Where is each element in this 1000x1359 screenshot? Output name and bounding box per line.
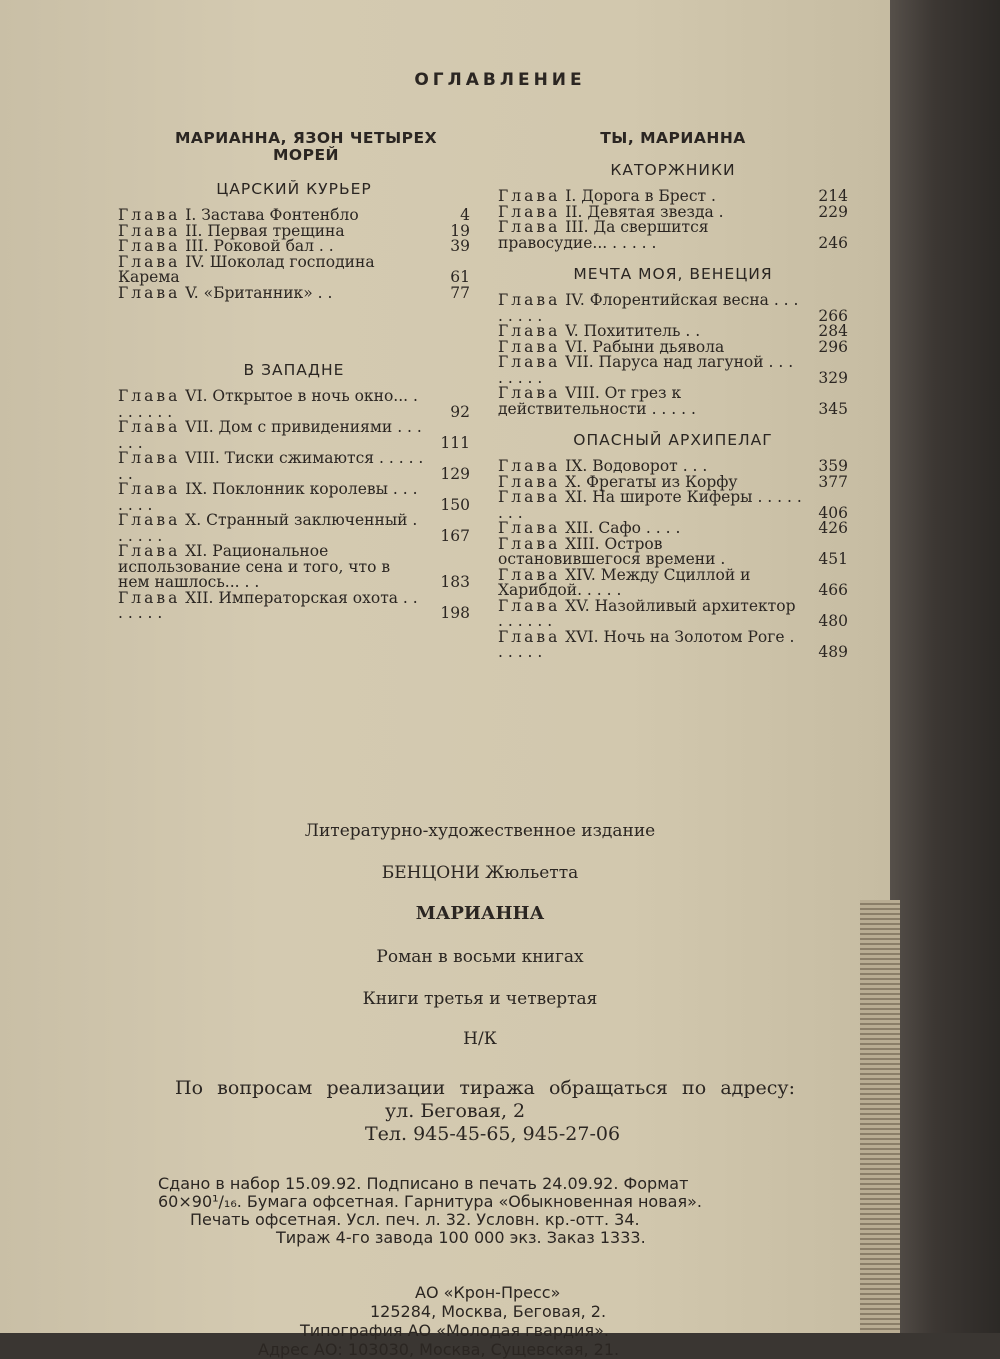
toc-entry	[498, 565, 848, 599]
page-number: 329	[818, 368, 848, 387]
toc-entry-text	[118, 451, 424, 482]
chapter-title: I. Застава Фонтенбло	[185, 206, 359, 224]
page-number: 246	[818, 233, 848, 252]
chapter-title: X. Фрегаты из Корфу	[565, 472, 738, 491]
toc-entry-text	[498, 565, 802, 599]
toc-entry-text	[498, 534, 802, 568]
page-number: 198	[440, 604, 470, 622]
page-number: 377	[818, 472, 848, 491]
toc-entry	[118, 252, 470, 286]
toc-entry	[118, 544, 470, 591]
chapter-prefix: Глава	[498, 627, 561, 646]
imprint-line: Тираж 4-го завода 100 000 экз. Заказ 1333.	[276, 1228, 646, 1247]
publisher-line: Типография АО «Молодая гвардия».	[300, 1321, 609, 1340]
toc-left-column	[118, 130, 470, 622]
toc-entry-text	[118, 544, 424, 591]
chapter-title: XI. Рациональное использование сена и того, что в нем нашлось... . .	[118, 542, 391, 591]
chapter-prefix: Глава	[118, 237, 181, 255]
chapter-title: IV. Шоколад господина Карема	[118, 252, 375, 286]
toc-entry	[118, 482, 470, 513]
chapter-prefix: Глава	[118, 387, 181, 405]
imprint-line: 60×90¹/₁₆. Бумага офсетная. Гарнитура «Обыкновенная новая».	[158, 1192, 702, 1211]
page-number: 406	[818, 503, 848, 522]
chapter-title: IX. Водоворот . . .	[565, 457, 708, 475]
page-number: 284	[818, 322, 848, 340]
chapter-prefix: Глава	[498, 291, 561, 309]
toc-entry	[498, 596, 848, 630]
chapter-title: V. Похититель . .	[565, 322, 701, 340]
toc-entry	[498, 490, 848, 521]
chapter-prefix: Глава	[118, 588, 181, 607]
imprint-block	[158, 1175, 818, 1247]
chapter-prefix: Глава	[498, 596, 561, 615]
toc-entry-text	[118, 482, 424, 513]
toc-entry-text	[498, 627, 802, 661]
publisher-line: 125284, Москва, Беговая, 2.	[370, 1302, 607, 1321]
book-volumes: Книги третья и четвертая	[362, 989, 598, 1009]
chapter-title: II. Девятая звезда .	[565, 202, 724, 221]
page-edge-shadow	[890, 0, 1000, 1333]
page-number: 129	[440, 464, 470, 483]
toc-entry-text	[118, 283, 424, 302]
publisher-line: Адрес АО: 103030, Москва, Сущевская, 21.	[258, 1340, 620, 1359]
chapter-prefix: Глава	[498, 187, 561, 205]
toc-entry	[118, 451, 470, 482]
chapter-prefix: Глава	[498, 565, 561, 584]
page-number: 92	[450, 402, 470, 421]
chapter-prefix: Глава	[118, 418, 181, 436]
book-title: МАРИАННА	[415, 903, 545, 924]
chapter-title: XIII. Остров остановившегося времени .	[498, 534, 726, 568]
toc-entry	[118, 389, 470, 420]
chapter-prefix: Глава	[118, 206, 181, 224]
page-number: 489	[818, 643, 848, 661]
toc-entry-text	[118, 420, 424, 451]
chapter-title: III. Роковой бал . .	[185, 237, 334, 255]
section-title: ЦАРСКИЙ КУРЬЕР	[216, 180, 372, 198]
address-line-1: По вопросам реализации тиража обращаться по адресу:	[175, 1077, 795, 1099]
chapter-prefix: Глава	[498, 472, 561, 491]
page-number: 214	[818, 187, 848, 205]
chapter-title: V. «Британник» . .	[185, 283, 333, 302]
page-number: 426	[818, 519, 848, 537]
chapter-prefix: Глава	[118, 221, 181, 240]
page-number: 61	[450, 268, 470, 286]
toc-entry-text	[498, 490, 802, 521]
publisher-line: АО «Крон-Пресс»	[415, 1283, 561, 1302]
toc-entry	[118, 420, 470, 451]
toc-entry	[118, 588, 470, 622]
chapter-prefix: Глава	[118, 511, 181, 529]
chapter-prefix: Глава	[498, 384, 561, 402]
chapter-prefix: Глава	[118, 480, 181, 498]
chapter-prefix: Глава	[498, 457, 561, 475]
toc-entry	[498, 355, 848, 386]
toc-entry	[118, 283, 470, 302]
book-subtitle: Роман в восьми книгах	[376, 947, 584, 967]
toc-right-column	[498, 130, 848, 661]
chapter-prefix: Глава	[498, 337, 561, 356]
chapter-prefix: Глава	[118, 252, 181, 271]
address-line-2: ул. Беговая, 2	[385, 1100, 526, 1122]
distribution-address	[175, 1077, 795, 1146]
page-number: 266	[818, 306, 848, 325]
edition-type: Литературно-художественное издание	[304, 821, 656, 841]
toc-entry	[498, 627, 848, 661]
page-number: 150	[440, 495, 470, 514]
section-spacer	[118, 301, 470, 347]
page-number: 19	[450, 221, 470, 240]
page-number: 39	[450, 237, 470, 255]
toc-heading: ОГЛАВЛЕНИЕ	[414, 70, 586, 90]
part-title-left: МАРИАННА, ЯЗОН ЧЕТЫРЕХ МОРЕЙ	[174, 129, 438, 164]
chapter-title: XIV. Между Сциллой и Харибдой. . . . .	[498, 565, 751, 599]
chapter-title: XI. На широте Киферы . . . . . . . .	[498, 488, 802, 522]
chapter-title: VI. Рабыни дьявола	[565, 337, 725, 356]
publisher-block	[0, 1283, 1000, 1359]
toc-entry	[498, 534, 848, 568]
toc-entry-text	[118, 389, 424, 420]
toc-entry	[498, 293, 848, 324]
chapter-prefix: Глава	[498, 218, 561, 236]
section-title: ОПАСНЫЙ АРХИПЕЛАГ	[573, 431, 773, 449]
section-title: КАТОРЖНИКИ	[610, 161, 736, 179]
section-title: МЕЧТА МОЯ, ВЕНЕЦИЯ	[573, 265, 773, 283]
page-number: 183	[440, 573, 470, 591]
chapter-title: VIII. От грез к действительности . . . . .	[498, 384, 696, 418]
publication-code: Н/К	[463, 1029, 497, 1049]
chapter-title: IV. Флорентийская весна . . . . . . . .	[498, 291, 799, 325]
toc-entry-text	[118, 588, 424, 622]
imprint-line: Печать офсетная. Усл. печ. л. 32. Условн. кр.-отт. 34.	[190, 1210, 640, 1229]
chapter-prefix: Глава	[498, 488, 561, 506]
chapter-title: XII. Императорская охота . . . . . . .	[118, 588, 418, 622]
toc-entry-text	[498, 293, 802, 324]
chapter-prefix: Глава	[498, 519, 561, 537]
chapter-prefix: Глава	[118, 283, 181, 302]
chapter-prefix: Глава	[118, 449, 181, 467]
toc-entry	[498, 386, 848, 417]
chapter-title: X. Странный заключенный . . . . . .	[118, 511, 418, 545]
chapter-title: III. Да свершится правосудие... . . . . .	[498, 218, 709, 252]
author: БЕНЦОНИ Жюльетта	[381, 863, 579, 883]
chapter-prefix: Глава	[498, 534, 561, 553]
toc-entry	[118, 513, 470, 544]
page-number: 480	[818, 612, 848, 630]
chapter-title: IX. Поклонник королевы . . . . . . .	[118, 480, 418, 514]
page-number: 466	[818, 581, 848, 599]
page-number: 345	[818, 399, 848, 418]
chapter-title: II. Первая трещина	[185, 221, 345, 240]
chapter-title: XII. Сафо . . . .	[565, 519, 681, 537]
chapter-prefix: Глава	[498, 322, 561, 340]
part-title-right: ТЫ, МАРИАННА	[600, 129, 746, 147]
toc-entry-text	[118, 252, 424, 286]
page-number: 4	[460, 206, 470, 224]
imprint-line: Сдано в набор 15.09.92. Подписано в печать 24.09.92. Формат	[158, 1174, 689, 1193]
toc-entry-text	[498, 355, 802, 386]
page-number: 167	[440, 526, 470, 545]
chapter-prefix: Глава	[498, 353, 561, 371]
page-number: 359	[818, 457, 848, 475]
chapter-prefix: Глава	[118, 542, 181, 560]
chapter-title: VII. Паруса над лагуной . . . . . . . .	[498, 353, 794, 387]
toc-entry-text	[498, 220, 802, 251]
chapter-title: XVI. Ночь на Золотом Роге . . . . . .	[498, 627, 795, 661]
chapter-title: VII. Дом с привидениями . . . . . .	[118, 418, 422, 452]
address-line-3: Тел. 945-45-65, 945-27-06	[365, 1123, 621, 1145]
chapter-prefix: Глава	[498, 202, 561, 221]
chapter-title: VI. Открытое в ночь окно... . . . . . . .	[118, 387, 418, 421]
page-number: 111	[440, 433, 470, 452]
toc-entry-text	[118, 513, 424, 544]
chapter-title: VIII. Тиски сжимаются . . . . . . .	[118, 449, 424, 483]
chapter-title: I. Дорога в Брест .	[565, 187, 716, 205]
page-number: 296	[818, 337, 848, 356]
toc-entry-text	[498, 386, 802, 417]
chapter-title: XV. Назойливый архитектор . . . . . .	[498, 596, 796, 630]
toc-entry	[498, 220, 848, 251]
page-number: 451	[818, 550, 848, 568]
page-number: 77	[450, 283, 470, 302]
page-number: 229	[818, 202, 848, 221]
section-title: В ЗАПАДНЕ	[243, 361, 345, 379]
toc-entry-text	[498, 596, 802, 630]
